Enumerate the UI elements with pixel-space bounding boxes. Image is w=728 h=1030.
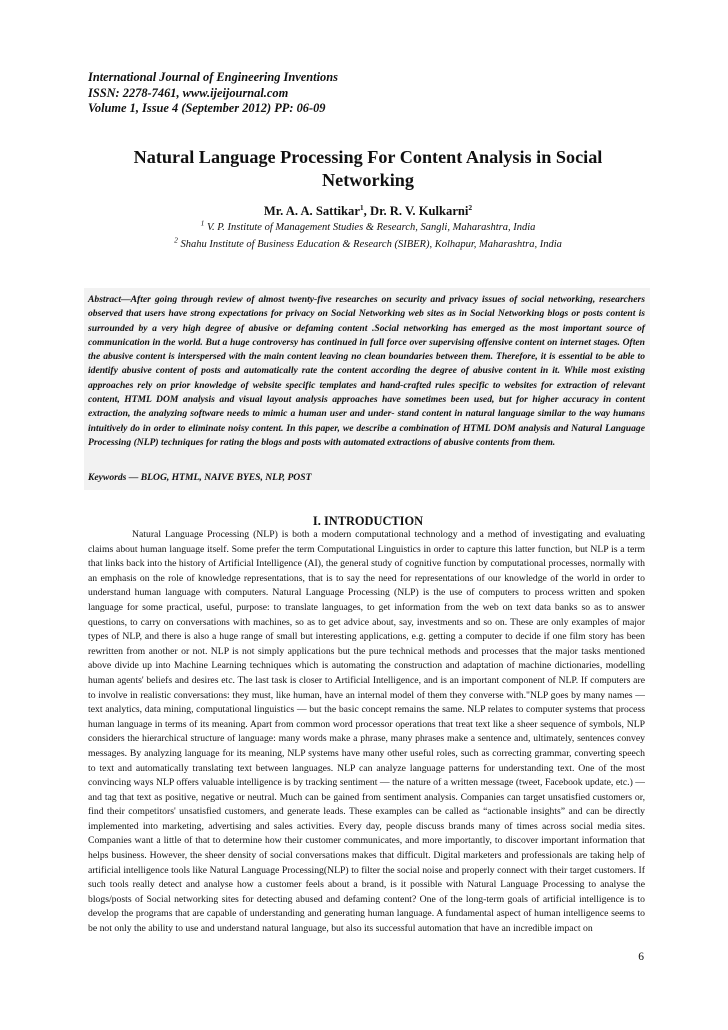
affiliation-1-superscript: 1: [200, 218, 205, 228]
affiliation-2-text: Shahu Institute of Business Education & Research (SIBER), Kolhapur, Maharashtra, India: [177, 239, 562, 250]
author-separator: ,: [363, 204, 370, 218]
title-line-1: Natural Language Processing For Content Analysis in Social: [133, 147, 603, 167]
author-1-name: Mr. A. A. Sattikar: [263, 204, 360, 218]
affiliation-2: [88, 235, 648, 252]
keywords: [88, 471, 645, 485]
journal-header: [88, 70, 648, 117]
section-heading-introduction: I. INTRODUCTION: [312, 514, 424, 528]
author-1-superscript: 1: [359, 202, 364, 212]
page-number: 6: [638, 951, 644, 963]
author-2-name: Dr. R. V. Kulkarni: [369, 204, 469, 218]
keywords-text: — BLOG, HTML, NAIVE BYES, NLP, POST: [126, 472, 312, 483]
journal-issn: ISSN: 2278-7461, www.ijeijournal.com: [88, 85, 289, 100]
keywords-label: Keywords: [88, 472, 127, 483]
affiliation-2-superscript: 2: [174, 235, 178, 245]
abstract-label: Abstract: [88, 294, 122, 305]
affiliation-1: [88, 218, 648, 235]
abstract: [88, 293, 645, 450]
introduction-body: [88, 528, 645, 937]
abstract-text: After going through review of almost twenty-five researches on security and privacy issues of social networking, researchers observed that users have strong expectations for privacy on Social Networking web sites as in Social Networking blogs or posts content is surrounded by a very high degree of abusive or defaming content .Social networking has emerged as the most important source of communication in the world. But a huge controversy has continued in full force over supervising offensive content on internet stages. Often the abusive content is interspersed with the main content leaving no clean boundaries between them. Therefore, it is essential to be able to identify abusive content of posts and automatically rate the content according the degree of abusive content in it. While most existing approaches rely on prior knowledge of website specific templates and hand-crafted rules specific to websites for extraction of relevant content, HTML DOM analysis and visual layout analysis approaches have sometimes been used, but for higher accuracy in content extraction, the analyzing software needs to mimic a human user and under- stand content in natural language similar to the way humans intuitively do in order to eliminate noisy content. In this paper, we describe a combination of HTML DOM analysis and Natural Language Processing (NLP) techniques for rating the blogs and posts with automated extractions of abusive contents from them.: [88, 294, 645, 448]
journal-name: International Journal of Engineering Inventions: [88, 70, 338, 84]
author-list: [88, 203, 648, 219]
paper-title: [88, 146, 648, 192]
abstract-dash: —: [121, 294, 131, 305]
author-2-superscript: 2: [468, 202, 473, 212]
journal-volume: Volume 1, Issue 4 (September 2012) PP: 06-09: [88, 101, 326, 115]
introduction-text: Natural Language Processing (NLP) is both a modern computational technology and a method of investigating and evaluating claims about human language itself. Some prefer the term Computational Linguistics in order to capture this latter function, but NLP is a term that links back into the history of Artificial Intelligence (AI), the general study of cognitive function by computational processes, normally with an emphasis on the role of knowledge representations, that is to say the need for representations of our knowledge of the world in order to understand human language with computers. Natural Language Processing (NLP) is the use of computers to process written and spoken language for some practical, useful, purpose: to translate languages, to get information from the web on text data banks so as to answer questions, to carry on conversations with machines, so as to get advice about, say, investments and so on. These are only examples of major types of NLP, and there is also a huge range of small but interesting applications, e.g. getting a computer to decide if one film story has been rewritten from another or not. NLP is not simply applications but the pure technical methods and processes that the major tasks mentioned above divide up into Machine Learning techniques which is automating the construction and adaptation of machine dictionaries, modelling human agents' beliefs and desires etc. The last task is closer to Artificial Intelligence, and is an important component of NLP. If computers are to involve in realistic conversations: they must, like human, have an internal model of them they converse with."NLP goes by many names — text analytics, data mining, computational linguistics — but the basic concept remains the same. NLP relates to computer systems that process human language in terms of its meaning. Apart from common word processor operations that treat text like a sheer sequence of symbols, NLP considers the hierarchical structure of language: many words make a phrase, many phrases make a sentence and, ultimately, sentences convey messages. By analyzing language for its meaning, NLP systems have many other useful roles, such as correcting grammar, converting speech to text and automatically translating text between languages. NLP can analyze language patterns for understanding text. One of the most convincing ways NLP offers valuable intelligence is by tracking sentiment — the nature of a written message (tweet, Facebook update, etc.) — and tag that text as positive, negative or neutral. Much can be gained from sentiment analysis. Companies can target unsatisfied customers or, find their competitors' unsatisfied customers, and generate leads. These examples can be called as “actionable insights” and can be directly implemented into marketing, advertising and sales activities. Every day, people discuss brands many of times across social media sites. Companies want a little of that to determine how their customer communicates, and more importantly, to discover important information that helps business. However, the sheer density of social conversations makes that difficult. Digital marketers and professionals are taking help of artificial intelligence tools like Natural Language Processing(NLP) to filter the social noise and properly connect with their target customers. If such tools really detect and analyse how a customer feels about a brand, is it possible with Natural Language Processing to analyse the blogs/posts of Social networking sites for detecting abused and defaming content? One of the long-term goals of artificial intelligence is to develop the programs that are capable of understanding and generating human language. A fundamental aspect of human intelligence seems to be not only the ability to use and understand natural language, but also its successful automation that have an incredible impact on: [88, 529, 645, 935]
affiliation-1-text: V. P. Institute of Management Studies & Research, Sangli, Maharashtra, India: [204, 222, 536, 233]
title-line-2: Networking: [322, 170, 414, 190]
